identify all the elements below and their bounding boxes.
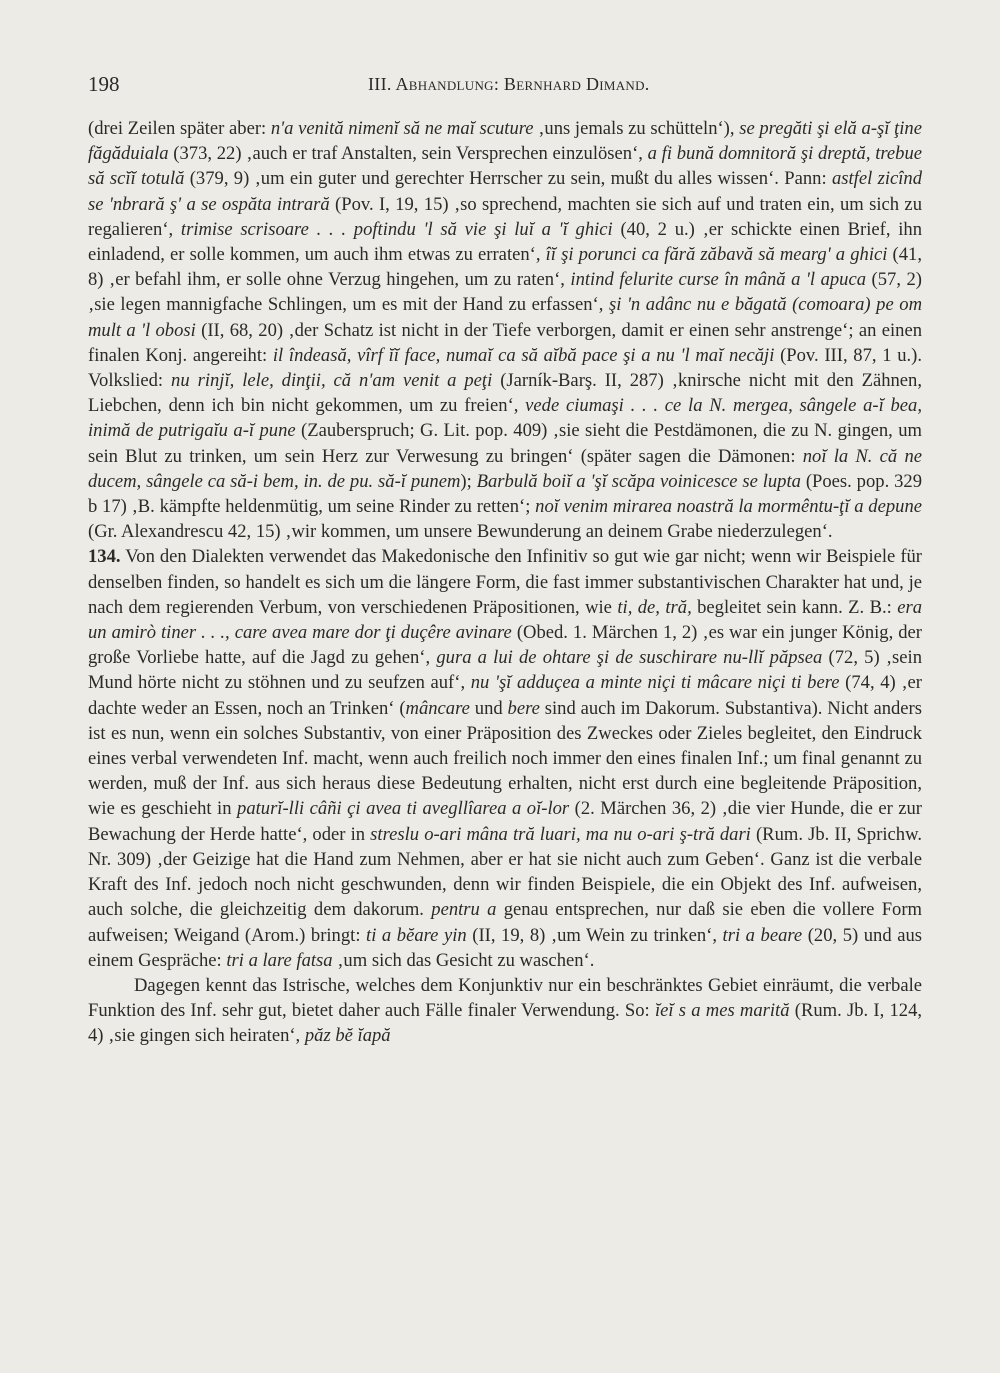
text-run: (drei Zeilen später aber: (88, 118, 271, 139)
citation-text: noĭ venim mirarea noastră la mormêntu-ţĭ a depune (535, 496, 922, 518)
text-run: (40, 2 u.) ‚er schickte einen Brief, ihn einladend, er solle kommen, um auch ihm etwas zu erraten‘, (88, 218, 922, 266)
text-run: und (469, 697, 508, 719)
text-run: begleitet sein kann. Z. B.: (691, 596, 898, 618)
text-run: (Pov. I, 19, 15) ‚so sprechend, machten sie sich auf und traten ein, um sich zu regalieren‘, (88, 193, 922, 240)
citation-text: îĭ şi porunci ca fără zăbavă să mearg' a ghici (545, 244, 888, 266)
citation-text: astfel zicînd se 'nbrară ş' a se ospăta intrară (88, 168, 922, 215)
text-run: (Rum. Jb. I, 124, 4) ‚sie gingen sich heiraten‘, (88, 1000, 923, 1047)
citation-text: tri a lare fatsa (226, 949, 333, 971)
citation-text: şi 'n adânc nu e băgată (comoara) pe om mult a 'l obosi (88, 294, 923, 341)
text-run: (Zauberspruch; G. Lit. pop. 409) ‚sie sieht die Pestdämonen, die zu N. gingen, um sein Blut zu trinken, um sein Herz zur Verwesung zu bringen‘ (später sagen die Dämonen: (88, 420, 923, 467)
text-run: (74, 4) ‚er dachte weder an Essen, noch an Trinken‘ ( (88, 672, 922, 719)
paragraph-2 (88, 544, 922, 972)
citation-text: trimise scrisoare . . . poftindu 'l să vie şi luĭ a 'ĭ ghici (180, 218, 613, 240)
text-run: sind auch im Dakorum. Substantiva). Nicht anders ist es nun, wenn ein solches Substantiv, von einer Präposition des Zweckes oder Zieles begleitet, den Eindruck eines verbal verwendeten Inf. macht, wenn auch freilich noch immer den eines finalen Inf.; um final genannt zu werden, muß der Inf. aus sich heraus diese Bedeutung erhalten, nicht erst durch eine begleitende Präposition, wie es geschieht in (88, 697, 922, 820)
text-run: (II, 19, 8) ‚um Wein zu trinken‘, (466, 924, 723, 946)
citation-text: noĭ la N. că ne ducem, sângele ca să-i bem, in. de pu. să-ĭ punem (88, 445, 922, 492)
citation-text: intind felurite curse în mână a 'l apuca (570, 269, 867, 291)
page-number: 198 (88, 72, 120, 96)
text-run: (II, 68, 20) ‚der Schatz ist nicht in der Tiefe verborgen, damit er einen sehr anstrenge‘; an einen finalen Konj. angereiht: (88, 319, 922, 366)
citation-text: păz bĕ ĭapă (304, 1025, 391, 1047)
text-run: (Pov. III, 87, 1 u.). Volkslied: (88, 344, 922, 392)
citation-text: n'a venită nimenĭ să ne maĭ scuture (270, 118, 534, 139)
running-head: III. Abhandlung: Bernhard Dimand. (368, 74, 650, 94)
citation-text: gura a lui de ohtare şi de suschirare nu-llĭ păpsea (436, 647, 823, 669)
text-run: ‚uns jemals zu schütteln‘), (533, 118, 740, 139)
citation-text: bere (507, 697, 540, 719)
text-run: (379, 9) ‚um ein guter und gerechter Herrscher zu sein, mußt du alles wissen‘. Pann: (184, 168, 832, 190)
page-header (88, 72, 920, 102)
citation-text: nu 'şĭ adduçea a minte niçi ti mâcare niçi ti bere (470, 672, 840, 694)
text-run: Von den Dialekten verwendet das Makedonische den Infinitiv so gut wie gar nicht; wenn wir Beispiele für denselben finden, so handelt es sich um die längere Form, die fast immer substantivischen Charakter hat und, je nach dem regierenden Verbum, von verschiedenen Präpositionen, wie (88, 546, 922, 618)
text-run: (2. Märchen 36, 2) ‚die vier Hunde, die er zur Bewachung der Herde hatte‘, oder in (88, 798, 923, 845)
citation-text: vede ciumaşi . . . ce la N. mergea, sângele a-ĭ bea, inimă de putrigaĭu a-ĭ pune (88, 395, 922, 442)
text-run: ‚um sich das Gesicht zu waschen‘. (332, 949, 595, 971)
citation-text: streslu o-ari mâna tră luari, ma nu o-ari ş-tră dari (370, 823, 751, 845)
citation-text: se pregăti şi elă a-şĭ ţine făgăduiala (88, 118, 922, 165)
text-run: genau entsprechen, nur daß sie eben die vollere Form aufweisen; Weigand (Arom.) bringt: (88, 899, 922, 946)
citation-text: ĭeĭ s a mes marită (654, 1000, 790, 1022)
text-run: (Poes. pop. 329 b 17) ‚B. kämpfte heldenmütig, um seine Rinder zu retten‘; (88, 470, 922, 518)
text-run: (57, 2) ‚sie legen mannigfache Schlingen, um es mit der Hand zu erfassen‘, (88, 269, 922, 316)
citation-text: ti, de, tră, (617, 596, 692, 618)
citation-text: paturĭ-lli câñi çi avea ti avegllîarea a oĭ-lor (237, 798, 570, 820)
citation-text: pentru a (431, 899, 497, 921)
citation-text: il îndeasă, vîrf ĭĭ face, numaĭ ca să aĭbă pace şi a nu 'l maĭ necăji (272, 344, 775, 366)
section-number: 134. (88, 546, 121, 568)
citation-text: a fi bună domnitoră şi dreptă, trebue să scĭĭ totulă (88, 143, 923, 190)
citation-text: nu rinjĭ, lele, dinţii, că n'am venit a peţi (171, 370, 493, 392)
text-run: ); (460, 470, 477, 492)
citation-text: tri a beare (722, 924, 803, 946)
citation-text: ti a bĕare yin (366, 924, 467, 946)
text-run: (Obed. 1. Märchen 1, 2) ‚es war ein junger König, der große Vorliebe hatte, auf die Jagd zu gehen‘, (88, 622, 922, 669)
paragraph-1 (88, 116, 922, 544)
text-run: (Gr. Alexandrescu 42, 15) ‚wir kommen, um unsere Bewunderung an deinem Grabe niederzulegen‘. (88, 521, 833, 543)
citation-text: mâncare (405, 697, 470, 719)
text-run: (72, 5) ‚sein Mund hörte nicht zu stöhnen und zu seufzen auf‘, (88, 647, 923, 694)
text-run: Dagegen kennt das Istrische, welches dem Konjunktiv nur ein beschränktes Gebiet einräumt, die verbale Funktion des Inf. sehr gut, bietet daher auch Fälle finaler Verwendung. So: (88, 974, 922, 1022)
paragraph-3 (88, 973, 922, 1049)
text-run: (Rum. Jb. II, Sprichw. Nr. 309) ‚der Geizige hat die Hand zum Nehmen, aber er hat sie nicht auch zum Geben‘. Ganz ist die verbale Kraft des Inf. jedoch noch nicht geschwunden, denn wir finden Beispiele, die ein Objekt des Inf. aufweisen, auch solche, die gleichzeitig dem dakorum. (88, 823, 922, 921)
text-run: (373, 22) ‚auch er traf Anstalten, sein Versprechen einzulösen‘, (168, 143, 648, 165)
citation-text: Barbulă boiĭ a 'şĭ scăpa voinicesce se lupta (476, 470, 801, 492)
text-run: (41, 8) ‚er befahl ihm, er solle ohne Verzug hingehen, um zu raten‘, (88, 244, 922, 291)
text-run: (20, 5) und aus einem Gespräche: (88, 924, 922, 971)
text-run: (Jarník-Barş. II, 287) ‚knirsche nicht mit den Zähnen, Liebchen, denn ich bin nicht gekommen, um zu freien‘, (88, 370, 922, 417)
citation-text: era un amirò tiner . . ., care avea mare dor ţi duçêre avinare (88, 596, 922, 644)
body-text (88, 116, 922, 1049)
